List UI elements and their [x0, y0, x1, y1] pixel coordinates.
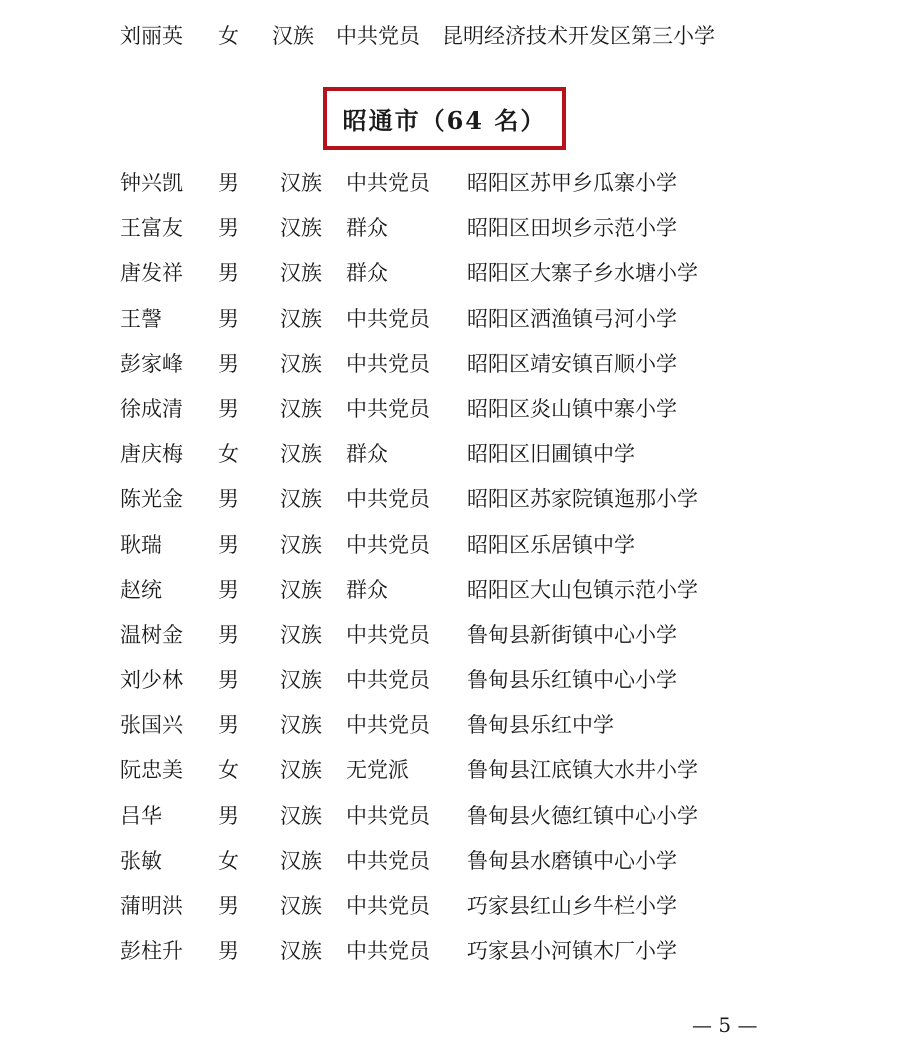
person-organization: 鲁甸县水磨镇中心小学: [467, 848, 677, 873]
person-party: 无党派: [346, 758, 409, 783]
person-organization: 昭阳区炎山镇中寨小学: [467, 396, 677, 421]
list-item: [120, 841, 820, 886]
person-gender: 男: [218, 577, 239, 602]
list-item: [120, 479, 820, 524]
person-gender: 男: [218, 622, 239, 647]
person-name: 蒲明洪: [120, 894, 183, 918]
list-item: [120, 570, 820, 615]
person-name: 彭家峰: [120, 351, 183, 376]
list-item: [120, 253, 820, 298]
person-name: 刘少林: [120, 668, 183, 693]
person-name: 王謦: [120, 306, 162, 331]
person-gender: 男: [218, 532, 239, 557]
person-name: 张敏: [120, 848, 162, 873]
person-name: 赵统: [120, 577, 162, 602]
list-item: [120, 660, 820, 705]
person-party: 中共党员: [336, 24, 420, 48]
person-ethnicity: 汉族: [280, 261, 322, 286]
person-ethnicity: 汉族: [280, 171, 322, 195]
person-name: 钟兴凯: [120, 171, 183, 195]
person-gender: 女: [218, 758, 239, 783]
person-party: 群众: [346, 442, 388, 467]
person-party: 群众: [346, 261, 388, 286]
person-name: 温树金: [120, 622, 183, 647]
person-organization: 昭阳区旧圃镇中学: [467, 442, 635, 467]
person-gender: 男: [218, 171, 239, 195]
list-item: [120, 705, 820, 750]
person-name: 耿瑞: [120, 532, 162, 557]
person-organization: 鲁甸县江底镇大水井小学: [467, 758, 698, 783]
person-organization: 昭阳区乐居镇中学: [467, 532, 635, 557]
person-organization: 昆明经济技术开发区第三小学: [442, 24, 715, 48]
name-list: [120, 163, 820, 976]
person-gender: 女: [218, 848, 239, 873]
person-gender: 男: [218, 396, 239, 421]
person-organization: 昭阳区大山包镇示范小学: [467, 577, 698, 602]
person-ethnicity: 汉族: [280, 396, 322, 421]
person-party: 中共党员: [346, 713, 430, 738]
list-item: [120, 615, 820, 660]
person-name: 王富友: [120, 216, 183, 241]
person-ethnicity: 汉族: [280, 577, 322, 602]
person-ethnicity: 汉族: [272, 24, 314, 48]
person-gender: 女: [218, 24, 239, 48]
person-ethnicity: 汉族: [280, 532, 322, 557]
person-organization: 昭阳区靖安镇百顺小学: [467, 351, 677, 376]
list-item: [120, 434, 820, 479]
list-item: [120, 389, 820, 434]
person-name: 张国兴: [120, 713, 183, 738]
person-name: 唐庆梅: [120, 442, 183, 467]
person-organization: 昭阳区大寨子乡水塘小学: [467, 261, 698, 286]
list-item: [120, 886, 820, 931]
person-gender: 男: [218, 306, 239, 331]
person-ethnicity: 汉族: [280, 487, 322, 512]
person-organization: 鲁甸县火德红镇中心小学: [467, 803, 698, 828]
person-ethnicity: 汉族: [280, 713, 322, 738]
person-gender: 男: [218, 713, 239, 738]
list-item: [120, 208, 820, 253]
person-gender: 女: [218, 442, 239, 467]
person-name: 阮忠美: [120, 758, 183, 783]
person-ethnicity: 汉族: [280, 758, 322, 783]
person-organization: 昭阳区洒渔镇弓河小学: [467, 306, 677, 331]
person-party: 中共党员: [346, 622, 430, 647]
person-party: 中共党员: [346, 306, 430, 331]
person-gender: 男: [218, 487, 239, 512]
person-party: 中共党员: [346, 939, 430, 964]
person-organization: 巧家县小河镇木厂小学: [467, 939, 677, 964]
list-item: [120, 344, 820, 389]
person-ethnicity: 汉族: [280, 306, 322, 331]
list-item: [120, 796, 820, 841]
person-gender: 男: [218, 216, 239, 241]
person-organization: 昭阳区苏甲乡瓜寨小学: [467, 171, 677, 195]
person-organization: 鲁甸县乐红中学: [467, 713, 614, 738]
list-item: [120, 750, 820, 795]
person-organization: 巧家县红山乡牛栏小学: [467, 894, 677, 918]
person-name: 彭柱升: [120, 939, 183, 964]
list-item: [120, 299, 820, 344]
person-ethnicity: 汉族: [280, 216, 322, 241]
person-party: 群众: [346, 216, 388, 241]
person-gender: 男: [218, 668, 239, 693]
person-party: 中共党员: [346, 894, 430, 918]
person-party: 中共党员: [346, 171, 430, 195]
person-organization: 鲁甸县乐红镇中心小学: [467, 668, 677, 693]
person-organization: 鲁甸县新街镇中心小学: [467, 622, 677, 647]
person-gender: 男: [218, 894, 239, 918]
person-name: 刘丽英: [120, 24, 183, 48]
person-gender: 男: [218, 803, 239, 828]
person-party: 群众: [346, 577, 388, 602]
person-ethnicity: 汉族: [280, 351, 322, 376]
person-ethnicity: 汉族: [280, 848, 322, 873]
list-item: [120, 163, 820, 208]
person-name: 陈光金: [120, 487, 183, 512]
person-organization: 昭阳区苏家院镇迤那小学: [467, 487, 698, 512]
section-heading-box: [323, 87, 566, 150]
page-number: — 5 —: [692, 1013, 758, 1037]
person-party: 中共党员: [346, 668, 430, 693]
person-ethnicity: 汉族: [280, 803, 322, 828]
person-ethnicity: 汉族: [280, 442, 322, 467]
person-name: 唐发祥: [120, 261, 183, 286]
person-name: 徐成清: [120, 396, 183, 421]
person-party: 中共党员: [346, 487, 430, 512]
list-item: [120, 525, 820, 570]
person-ethnicity: 汉族: [280, 939, 322, 964]
section-heading: 昭通市（64 名）: [342, 106, 547, 135]
person-party: 中共党员: [346, 532, 430, 557]
person-gender: 男: [218, 939, 239, 964]
person-party: 中共党员: [346, 351, 430, 376]
person-ethnicity: 汉族: [280, 668, 322, 693]
person-organization: 昭阳区田坝乡示范小学: [467, 216, 677, 241]
person-ethnicity: 汉族: [280, 622, 322, 647]
person-party: 中共党员: [346, 848, 430, 873]
person-gender: 男: [218, 261, 239, 286]
person-ethnicity: 汉族: [280, 894, 322, 918]
person-party: 中共党员: [346, 803, 430, 828]
person-gender: 男: [218, 351, 239, 376]
person-name: 吕华: [120, 803, 162, 828]
list-item: [120, 931, 820, 976]
person-party: 中共党员: [346, 396, 430, 421]
